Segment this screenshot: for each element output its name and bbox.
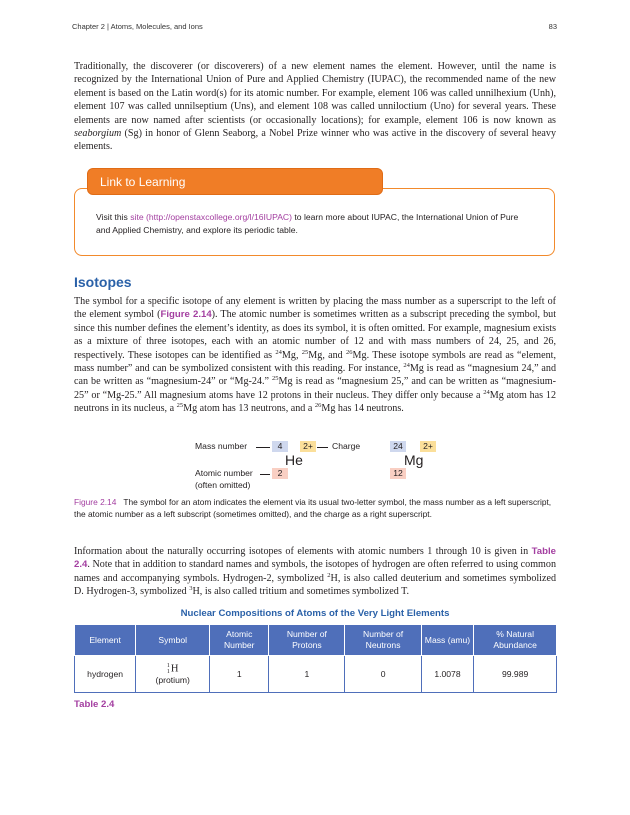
paragraph-isotopes: The symbol for a specific isotope of any element is written by placing the mass number as a superscript to the left of the element symbol (Figure 2.14). The atomic number is sometimes written as a subscript preceding the symbol, but since this number defines the element’s identity, as does its symbol, it is often omitted. For example, magnesium exists as a mixture of three isotopes, each with an atomic number of 12 and with mass numbers of 24, 25, and 26, respectively. These isotopes can be identified as $^{24}$Mg, $^{25}$Mg, and $^{26}$Mg. These isotope symbols are read as “element, mass number” and can be symbolized consistent with this reading. For instance, $^{24}$Mg is read as “magnesium 24,” and can be written as “magnesium-24” or “Mg-24.” $^{25}$Mg is read as “magnesium 25,” and can be written as “magnesium-25” or “Mg-25.” All magnesium atoms have 12 protons in their nucleus. They differ only because a $^{24}$Mg atom has 12 neutrons in its nucleus, a $^{25}$Mg atom has 13 neutrons, and a $^{26}$Mg has 14 neutrons.	[74, 296, 557, 415]
mg-atomic-number: 12	[390, 468, 406, 479]
iupac-site-link[interactable]: site (http://openstaxcollege.org/l/16IUPAC)	[130, 212, 293, 222]
figure-caption: Figure 2.14 The symbol for an atom indicates the element via its usual two-letter symbol, the mass number as a left superscript, the atomic number as a left subscript (sometimes omitted), and the charge as a right superscript.	[74, 497, 552, 519]
link-to-learning-text: Visit this site (http://openstaxcollege.org/l/16IUPAC) to learn more about IUPAC, the International Union of Pure and Applied Chemistry, and explore its periodic table.	[96, 212, 519, 235]
mg-symbol: Mg	[404, 452, 424, 468]
nuclear-composition-table	[74, 624, 557, 693]
table-header-row	[75, 625, 557, 656]
cell-protons: 1	[269, 656, 345, 693]
col-atomic-number: Atomic Number	[210, 625, 269, 656]
symbol-note: (protium)	[155, 675, 190, 685]
mass-pointer-line	[256, 447, 270, 448]
he-symbol: He	[285, 452, 303, 468]
page-number: 83	[548, 22, 557, 31]
chapter-title: Chapter 2 | Atoms, Molecules, and Ions	[72, 22, 203, 31]
mass-number-label: Mass number	[195, 441, 248, 451]
atomic-number-note: (often omitted)	[195, 480, 251, 490]
col-neutrons: Number of Neutrons	[345, 625, 421, 656]
charge-label: Charge	[332, 441, 361, 451]
isotope-symbol: 1 1H	[166, 663, 179, 675]
col-abundance: % Natural Abundance	[474, 625, 557, 656]
running-header	[72, 22, 557, 34]
mg-charge: 2+	[420, 441, 436, 452]
cell-abundance: 99.989	[474, 656, 557, 693]
cell-neutrons: 0	[345, 656, 421, 693]
figure-caption-label: Figure 2.14	[74, 497, 117, 507]
he-mass-number: 4	[272, 441, 288, 452]
table-2-4-link[interactable]: Table 2.4	[74, 546, 556, 571]
col-symbol: Symbol	[136, 625, 210, 656]
table-row	[75, 656, 557, 693]
atomic-number-label: Atomic number	[195, 468, 253, 478]
cell-element: hydrogen	[75, 656, 136, 693]
atomic-pointer-line	[260, 474, 270, 475]
cell-symbol	[136, 656, 210, 693]
table-caption: Nuclear Compositions of Atoms of the Very Light Elements	[180, 608, 450, 619]
col-mass: Mass (amu)	[421, 625, 474, 656]
he-atomic-number: 2	[272, 468, 288, 479]
paragraph-element-naming: Traditionally, the discoverer (or discoverers) of a new element names the element. However, until the name is recognized by the International Union of Pure and Applied Chemistry (IUPAC), the recommended name of the new element is based on the Latin word(s) for its atomic number. For example, element 106 was called unnilhexium (Unh), element 107 was called unnilseptium (Uns), and element 108 was called unniloctium (Uno) for several years. These elements are now named after scientists (or occasionally locations); for example, element 106 is now known as seaborgium (Sg) in honor of Glenn Seaborg, a Nobel Prize winner who was active in the discovery of several heavy elements.	[74, 61, 556, 153]
col-protons: Number of Protons	[269, 625, 345, 656]
cell-mass: 1.0078	[421, 656, 474, 693]
link-to-learning-title: Link to Learning	[100, 175, 186, 189]
charge-pointer-line	[317, 447, 328, 448]
table-label: Table 2.4	[74, 699, 115, 710]
mg-mass-number: 24	[390, 441, 406, 452]
section-heading-isotopes: Isotopes	[74, 274, 132, 290]
he-charge: 2+	[300, 441, 316, 452]
cell-atomic-number: 1	[210, 656, 269, 693]
paragraph-hydrogen-isotopes: Information about the naturally occurring isotopes of elements with atomic numbers 1 through 10 is given in Table 2.4. Note that in addition to standard names and symbols, the isotopes of hydrogen are often referred to using common names and accompanying symbols. Hydrogen-2, symbolized $^2$H, is also called deuterium and sometimes symbolized D. Hydrogen-3, symbolized $^3$H, is also called tritium and sometimes symbolized T.	[74, 546, 556, 598]
figure-2-14-link[interactable]: Figure 2.14	[160, 309, 212, 321]
col-element: Element	[75, 625, 136, 656]
